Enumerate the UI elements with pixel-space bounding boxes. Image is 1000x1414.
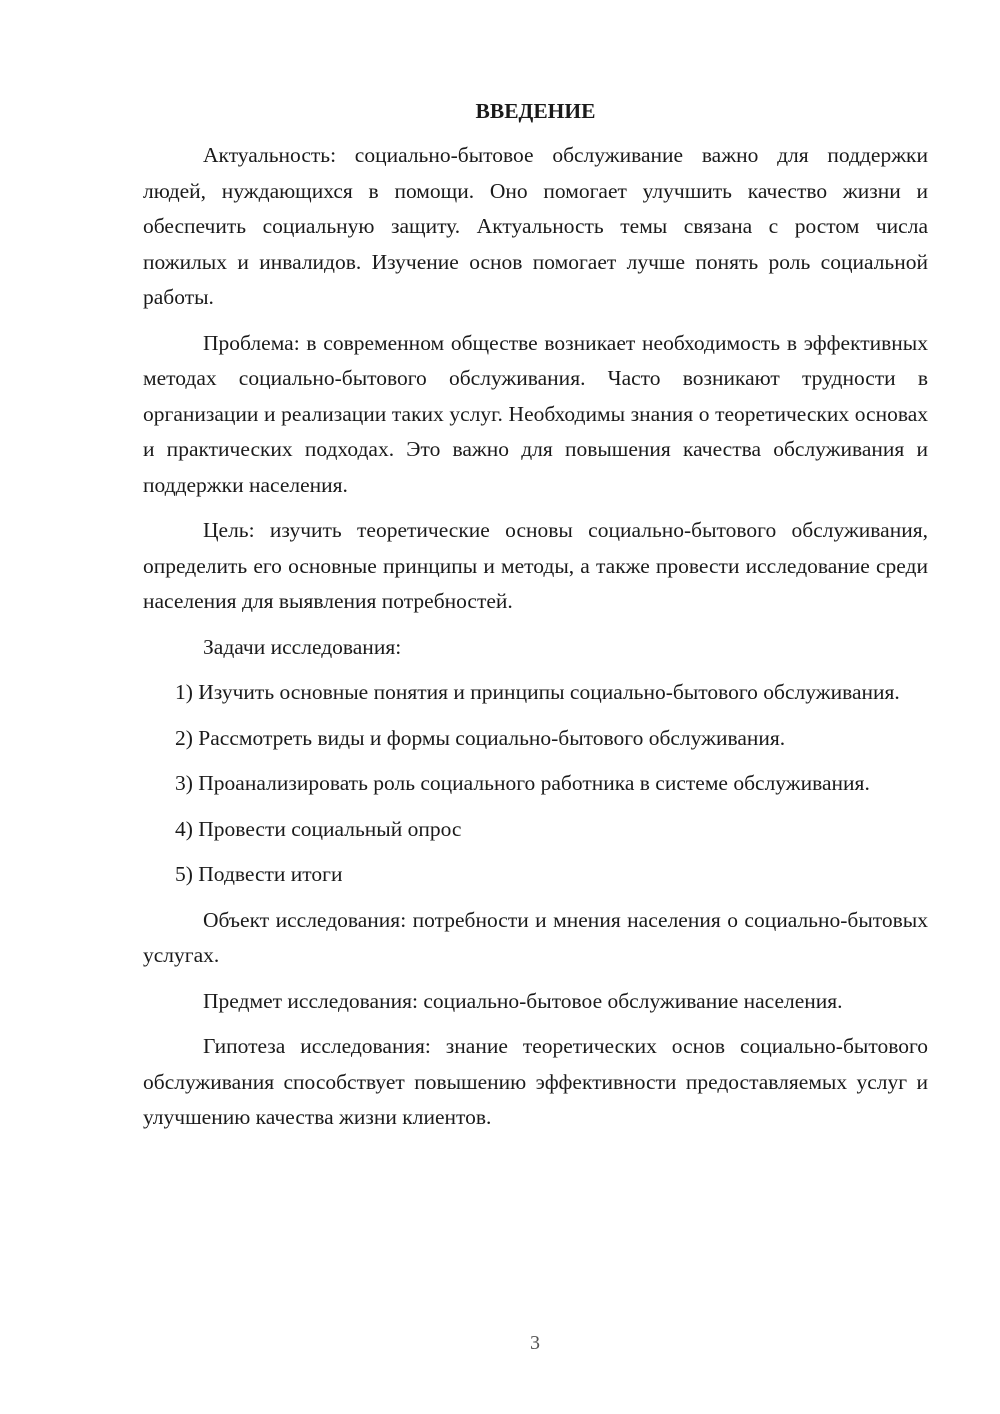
page-number: 3 [530,1332,540,1354]
subject-paragraph: Предмет исследования: социально-бытовое обслуживание населения. [203,988,843,1013]
task-item: 2) Рассмотреть виды и формы социально-бытового обслуживания. [175,725,786,750]
page-title: ВВЕДЕНИЕ [475,99,596,123]
task-item: 1) Изучить основные понятия и принципы социально-бытового обслуживания. [175,680,900,704]
page-content [143,96,928,1136]
goal-paragraph: Цель: изучить теоретические основы социально-бытового обслуживания, определить его основные принципы и методы, а также провести исследование среди населения для выявления потребностей. [143,518,928,613]
problem-paragraph: Проблема: в современном обществе возникает необходимость в эффективных методах социально-бытового обслуживания. Часто возникают трудности в организации и реализации таких услуг. Необходимы знания о теоретических основах и практических подходах. Это важно для повышения качества обслуживания и поддержки населения. [143,330,928,497]
task-item: 5) Подвести итоги [175,862,343,886]
task-item: 3) Проанализировать роль социального работника в системе обслуживания. [175,771,870,795]
object-paragraph: Объект исследования: потребности и мнения населения о социально-бытовых услугах. [143,907,928,967]
tasks-heading: Задачи исследования: [203,634,402,659]
relevance-paragraph: Актуальность: социально-бытовое обслуживание важно для поддержки людей, нуждающихся в помощи. Оно помогает улучшить качество жизни и обеспечить социальную защиту. Актуальность темы связана с ростом числа пожилых и инвалидов. Изучение основ помогает лучше понять роль социальной работы. [143,143,928,309]
hypothesis-paragraph: Гипотеза исследования: знание теоретических основ социально-бытового обслуживания способствует повышению эффективности предоставляемых услуг и улучшению качества жизни клиентов. [143,1034,928,1129]
task-item: 4) Провести социальный опрос [175,816,462,841]
